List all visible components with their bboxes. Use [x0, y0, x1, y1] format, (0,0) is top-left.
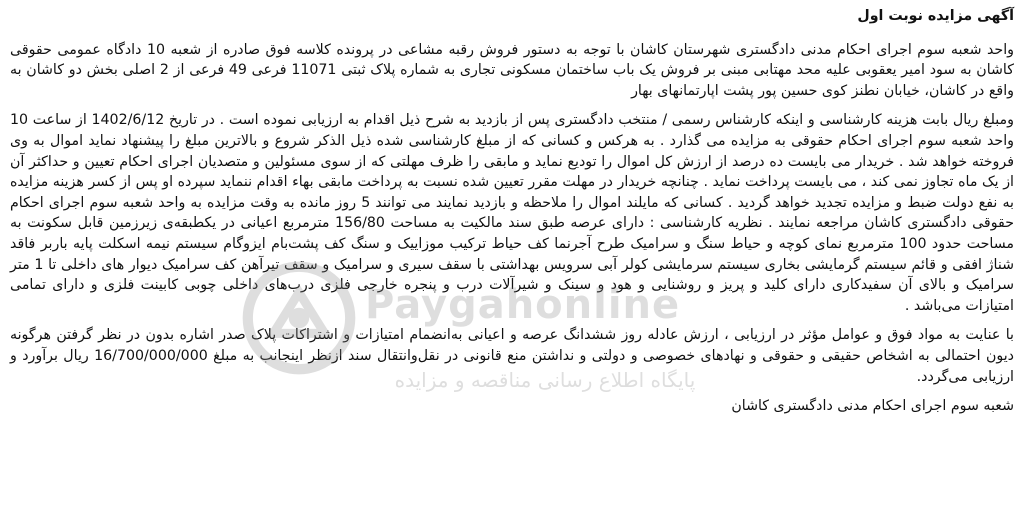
- notice-paragraph-intro: واحد شعبه سوم اجرای احکام مدنی دادگستری شهرستان کاشان با توجه به دستور فروش رقبه مشاعی در پرونده کلاسه فوق صادره از شعبه 10 دادگاه عمومی حقوقی کاشان به سود امیر یعقوبی علیه محد مهتابی مبنی بر فروش یک باب ساختمان مسکونی تجاری به شماره پلاک ثبتی 11071 فرعی 49 فرعی از 2 اصلی بخش دو کاشان به واقع در کاشان، خیابان نطنز کوی حسین پور پشت اپارتمانهای بهار: [10, 41, 1014, 99]
- watermark-subtitle: پایگاه اطلاع رسانی مناقصه و مزایده: [394, 368, 696, 392]
- notice-signature: شعبه سوم اجرای احکام مدنی دادگستری کاشان: [731, 398, 1014, 415]
- notice-paragraph-valuation: با عنایت به مواد فوق و عوامل مؤثر در ارزیابی ، ارزش عادله روز ششدانگ عرصه و اعیانی به‌انضمام امتیازات و اشتراکات پلاک صدر اشاره بدون در نظر گرفتن هرگونه دیون احتمالی به اشخاص حقیقی و حقوقی و نهادهای خصوصی و دولتی و نداشتن منع قانونی در نقل‌وانتقال سند ازنظر اینجانب به مبلغ 16/700/000/000 ریال برآورد و ارزیابی می‌گردد.: [10, 327, 1014, 385]
- notice-title: آگهی مزایده نوبت اول: [857, 8, 1014, 24]
- watermark-brand: Paygahonline: [365, 282, 681, 328]
- notice-paragraph-details: ومبلغ ریال بابت هزینه کارشناسی و اینکه کارشناس رسمی / منتخب دادگستری پس از بازدید به شرح ذیل اقدام به ارزیابی نموده است . در تاریخ 1402/6/12 از ساعت 10 واحد شعبه سوم اجرای احکام حقوقی به مزایده می گذارد . به هرکس و کسانی که از مبلغ کارشناسی شده ذیل الذکر شروع و بالاترین مبلغ را پیشنهاد نماید اموال به وی فروخته خواهد شد . خریدار می بایست ده درصد از ارزش کل اموال را تودیع نماید و مابقی را ظرف مهلتی که از سوی مسئولین و متصدیان اجرای احکام تعیین و حداکثر آن از یک ماه تجاوز نمی کند ، می بایست پرداخت نماید . چنانچه خریدار در مهلت مقرر تعیین شده نسبت به پرداخت مابقی بهاء اقدام ننماید سپرده او پس از کسر هزینه مزایده به نفع دولت ضبط و مزایده تجدید خواهد گردید . کسانی که مایلند اموال را ملاحظه و بازدید نمایند می توانند 5 روز مانده به وقت مزایده به واحد شعبه سوم اجرای احکام حقوقی دادگستری کاشان مراجعه نمایند . نظریه کارشناسی : دارای عرصه طبق سند مالکیت به مساحت 156/80 مترمربع اعیانی در یکطبقه‌ی زیرزمین قابل سکونت به مساحت حدود 100 مترمربع نمای کوچه و حیاط سنگ و سرامیک طرح آجرنما کف حیاط ترکیب موزاییک و سنگ کف پشت‌بام ایزوگام سیستم نیمه اسکلت پایه باربر فاقد شناژ افقی و قائم سیستم گرمایشی بخاری سیستم سرمایشی کولر آبی سرویس بهداشتی با سقف سیری و سرامیک و سقف تیرآهن کف سرامیک دیوار های داخلی تا 1 متر سرامیک و بالای آن سفیدکاری دارای کلید و پریز و روشنایی و هود و سینک و شیرآلات درب و پنجره خارجی فلزی درب‌های داخلی چوبی کابینت فلزی و دارای تمامی امتیازات می‌باشد .: [10, 112, 1015, 314]
